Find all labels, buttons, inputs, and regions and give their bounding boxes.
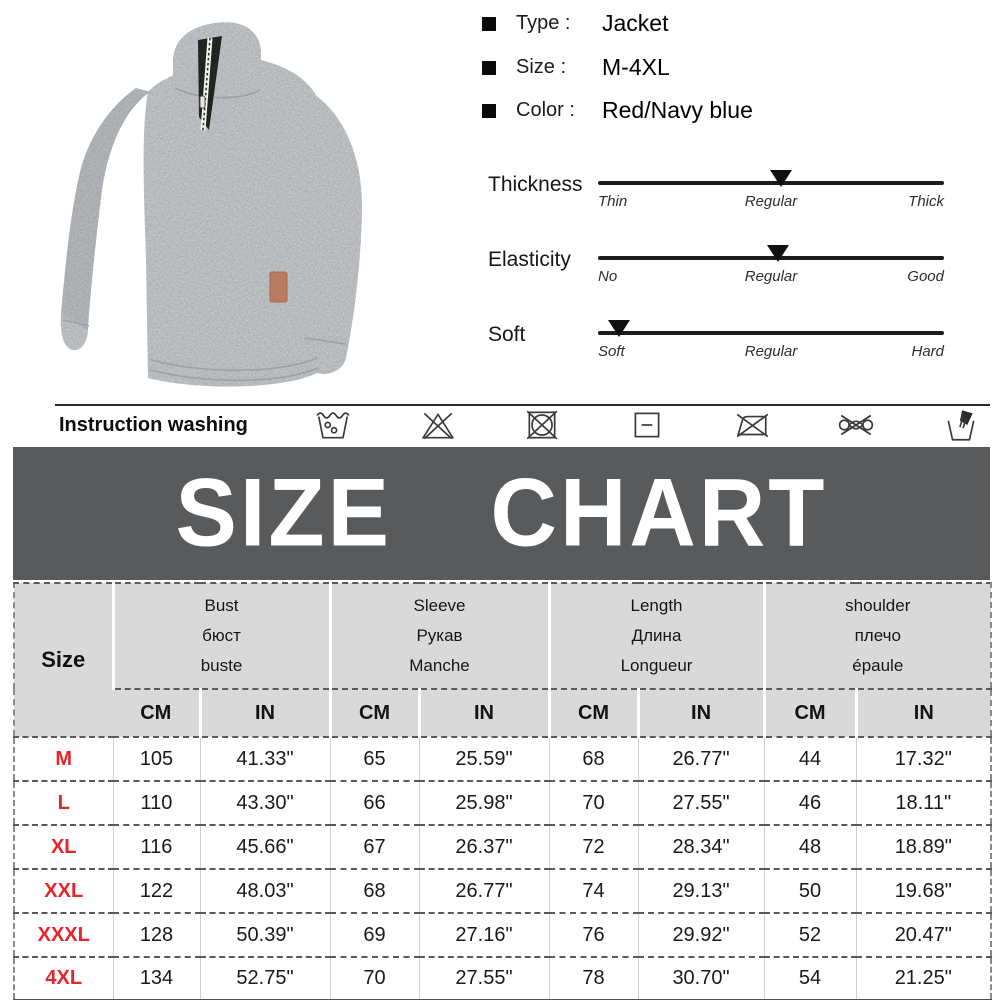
spec-label: Size : (516, 56, 567, 78)
slider-scale-label: Hard (911, 343, 944, 360)
measurement-value: 122 (113, 869, 200, 913)
measurement-value: 72 (549, 825, 638, 869)
square-bullet-icon (482, 104, 496, 118)
unit-header-in: IN (419, 689, 549, 737)
product-info-panel (470, 0, 1000, 404)
column-group-shoulder (764, 583, 991, 689)
size-chart-table (13, 582, 992, 1000)
washing-instructions-row (55, 404, 990, 444)
group-label-ru: плечо (854, 626, 901, 646)
measurement-value: 52 (764, 913, 856, 957)
measurement-value: 27.55" (638, 781, 764, 825)
table-row (14, 825, 991, 869)
attribute-sliders (470, 165, 1000, 390)
unit-header-cm: CM (113, 689, 200, 737)
measurement-value: 66 (330, 781, 419, 825)
measurement-value: 46 (764, 781, 856, 825)
measurement-value: 17.32" (856, 737, 991, 781)
measurement-value: 68 (549, 737, 638, 781)
size-label: 4XL (45, 967, 83, 989)
slider-scale-label: Thin (598, 193, 628, 210)
group-label-en: shoulder (845, 596, 911, 616)
do-not-bleach-icon (419, 406, 457, 444)
measurement-value: 76 (549, 913, 638, 957)
spec-row-type (482, 10, 668, 37)
column-group-sleeve (330, 583, 549, 689)
slider-scale-label: Regular (744, 343, 798, 360)
measurement-value: 48.03" (200, 869, 330, 913)
measurement-value: 110 (113, 781, 200, 825)
size-column-header: Size (14, 583, 113, 737)
measurement-value: 26.77" (638, 737, 764, 781)
size-chart-banner (13, 447, 990, 580)
slider-marker (608, 320, 630, 337)
size-label: XL (50, 835, 77, 858)
slider-scale-label: No (598, 268, 618, 285)
slider-scale-label: Thick (908, 193, 944, 210)
washing-label: Instruction washing (59, 413, 248, 436)
slider-marker (770, 170, 792, 187)
slider-name: Thickness (488, 173, 583, 196)
group-label-fr: Manche (409, 655, 470, 675)
do-not-iron-icon (733, 406, 771, 444)
square-bullet-icon (482, 17, 496, 31)
measurement-value: 27.16" (419, 913, 549, 957)
group-label-fr: épaule (852, 655, 904, 675)
spec-row-size (482, 54, 670, 81)
column-group-bust (113, 583, 330, 689)
measurement-value: 18.89" (856, 825, 991, 869)
measurement-value: 128 (113, 913, 200, 957)
slider-scale-label: Regular (744, 268, 798, 285)
table-row (14, 957, 991, 1000)
unit-header-in: IN (200, 689, 330, 737)
measurement-value: 18.11" (856, 781, 991, 825)
do-not-wring-icon (837, 406, 875, 444)
measurement-value: 68 (330, 869, 419, 913)
unit-header-cm: CM (330, 689, 419, 737)
square-bullet-icon (482, 61, 496, 75)
group-label-en: Sleeve (413, 596, 466, 616)
measurement-value: 43.30" (200, 781, 330, 825)
hand-wash-icon (942, 406, 980, 444)
measurement-value: 74 (549, 869, 638, 913)
unit-header-cm: CM (549, 689, 638, 737)
measurement-value: 69 (330, 913, 419, 957)
measurement-value: 26.37" (419, 825, 549, 869)
measurement-value: 28.34" (638, 825, 764, 869)
measurement-value: 44 (764, 737, 856, 781)
spec-label: Type : (516, 12, 571, 34)
spec-label: Color : (516, 99, 575, 121)
slider-scale-label: Soft (598, 343, 625, 360)
table-row (14, 781, 991, 825)
spec-value: M-4XL (602, 54, 670, 80)
measurement-value: 19.68" (856, 869, 991, 913)
size-label: M (55, 747, 73, 770)
spec-value: Jacket (602, 10, 669, 36)
slider-marker (767, 245, 789, 262)
unit-header-cm: CM (764, 689, 856, 737)
measurement-value: 50 (764, 869, 856, 913)
group-label-ru: Длина (631, 626, 682, 646)
slider-thickness (470, 165, 1000, 240)
group-label-en: Length (630, 596, 683, 616)
measurement-value: 54 (764, 957, 856, 1000)
measurement-value: 134 (113, 957, 200, 1000)
measurement-value: 27.55" (419, 957, 549, 1000)
measurement-value: 78 (549, 957, 638, 1000)
measurement-value: 45.66" (200, 825, 330, 869)
table-row (14, 869, 991, 913)
do-not-tumble-dry-icon (523, 406, 561, 444)
size-table-body (14, 737, 991, 1000)
machine-wash-icon (314, 406, 352, 444)
group-label-ru: Рукав (416, 626, 463, 646)
measurement-value: 20.47" (856, 913, 991, 957)
measurement-value: 70 (330, 957, 419, 1000)
slider-soft (470, 315, 1000, 390)
slider-track (598, 331, 944, 335)
measurement-value: 29.92" (638, 913, 764, 957)
measurement-value: 105 (113, 737, 200, 781)
group-label-fr: buste (200, 655, 243, 675)
size-label: L (57, 791, 70, 814)
measurement-value: 29.13" (638, 869, 764, 913)
group-label-en: Bust (204, 596, 239, 616)
measurement-value: 70 (549, 781, 638, 825)
measurement-value: 116 (113, 825, 200, 869)
product-overview-section (0, 0, 1000, 404)
measurement-value: 30.70" (638, 957, 764, 1000)
sweater-illustration (10, 0, 460, 400)
product-photo (10, 0, 462, 400)
slider-scale-label: Regular (744, 193, 798, 210)
size-label: XXL (44, 879, 84, 902)
dry-flat-icon (628, 406, 666, 444)
size-chart-title: SIZE CHART (175, 459, 828, 567)
measurement-value: 65 (330, 737, 419, 781)
measurement-value: 41.33" (200, 737, 330, 781)
measurement-value: 50.39" (200, 913, 330, 957)
slider-scale-label: Good (907, 268, 944, 285)
spec-value: Red/Navy blue (602, 97, 753, 123)
column-group-length (549, 583, 764, 689)
table-row (14, 737, 991, 781)
measurement-value: 25.98" (419, 781, 549, 825)
group-label-fr: Longueur (620, 655, 693, 675)
unit-header-in: IN (638, 689, 764, 737)
leather-patch (270, 272, 287, 302)
spec-row-color (482, 97, 753, 124)
measurement-value: 25.59" (419, 737, 549, 781)
unit-header-in: IN (856, 689, 991, 737)
measurement-value: 26.77" (419, 869, 549, 913)
measurement-value: 48 (764, 825, 856, 869)
size-label: XXXL (37, 923, 90, 946)
zipper-pull (200, 96, 205, 108)
slider-elasticity (470, 240, 1000, 315)
group-label-ru: бюст (202, 626, 241, 646)
slider-name: Elasticity (488, 248, 571, 271)
measurement-value: 21.25" (856, 957, 991, 1000)
table-row (14, 913, 991, 957)
slider-name: Soft (488, 323, 526, 346)
measurement-value: 67 (330, 825, 419, 869)
measurement-value: 52.75" (200, 957, 330, 1000)
